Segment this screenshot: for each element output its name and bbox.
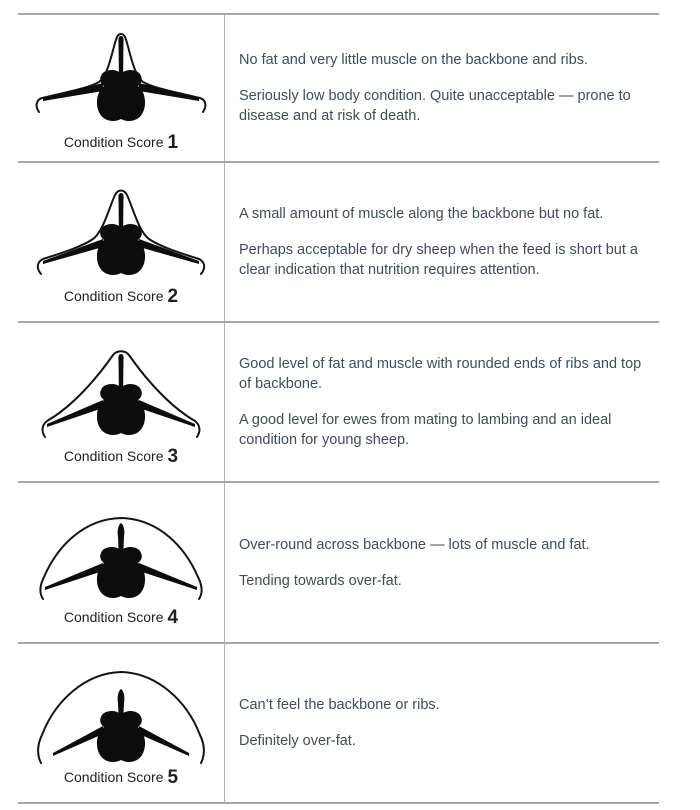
condition-score-label: [64, 608, 178, 627]
description-paragraph: Can’t feel the backbone or ribs.: [239, 697, 440, 713]
table-row-score-3: [18, 323, 659, 483]
description-cell: [224, 323, 659, 481]
diagram-cell: [18, 644, 224, 802]
description-paragraph: Perhaps acceptable for dry sheep when the feed is short but a clear indication that nutrition requires attention.: [239, 242, 638, 278]
description-cell: [224, 483, 659, 642]
condition-score-label-text: Condition Score: [63, 134, 164, 150]
description-paragraph: A good level for ewes from mating to lambing and an ideal condition for young sheep.: [239, 412, 612, 448]
condition-score-table: [18, 13, 659, 804]
description-cell: [224, 163, 659, 321]
diagram-cell: [18, 163, 224, 321]
description-paragraph: No fat and very little muscle on the backbone and ribs.: [239, 52, 588, 68]
description-paragraph: Good level of fat and muscle with rounded ends of ribs and top of backbone.: [239, 356, 642, 392]
condition-score-number: 5: [167, 767, 179, 788]
sheep-cross-section-score-1-icon: [32, 28, 210, 132]
sheep-cross-section-score-4-icon: [32, 503, 210, 607]
diagram-cell: [18, 323, 224, 481]
condition-score-number: 1: [167, 132, 179, 153]
condition-score-label-text: Condition Score: [63, 288, 164, 304]
table-row-score-1: [18, 15, 659, 163]
table-row-score-4: [18, 483, 659, 644]
condition-score-label: [64, 133, 178, 152]
sheep-cross-section-score-3-icon: [32, 342, 210, 446]
sheep-cross-section-score-2-icon: [32, 182, 210, 286]
condition-score-number: 3: [167, 446, 179, 467]
sheep-cross-section-score-5-icon: [32, 663, 210, 767]
condition-score-label: [64, 447, 178, 466]
table-row-score-5: [18, 644, 659, 804]
description-paragraph: Seriously low body condition. Quite unacceptable — prone to disease and at risk of death.: [239, 88, 631, 124]
description-paragraph: Over-round across backbone — lots of muscle and fat.: [239, 536, 590, 553]
diagram-cell: [18, 15, 224, 161]
diagram-cell: [18, 483, 224, 642]
description-cell: [224, 15, 659, 161]
condition-score-number: 2: [167, 286, 179, 307]
description-paragraph: Tending towards over-fat.: [239, 572, 402, 589]
description-paragraph: Definitely over-fat.: [239, 733, 356, 749]
description-paragraph: A small amount of muscle along the backbone but no fat.: [239, 206, 604, 222]
condition-score-label-text: Condition Score: [63, 448, 164, 464]
condition-score-label: [64, 768, 178, 787]
condition-score-label: [64, 287, 178, 306]
description-cell: [224, 644, 659, 802]
condition-score-number: 4: [167, 606, 179, 628]
table-row-score-2: [18, 163, 659, 323]
condition-score-label-text: Condition Score: [63, 769, 164, 785]
condition-score-label-text: Condition Score: [63, 608, 164, 625]
